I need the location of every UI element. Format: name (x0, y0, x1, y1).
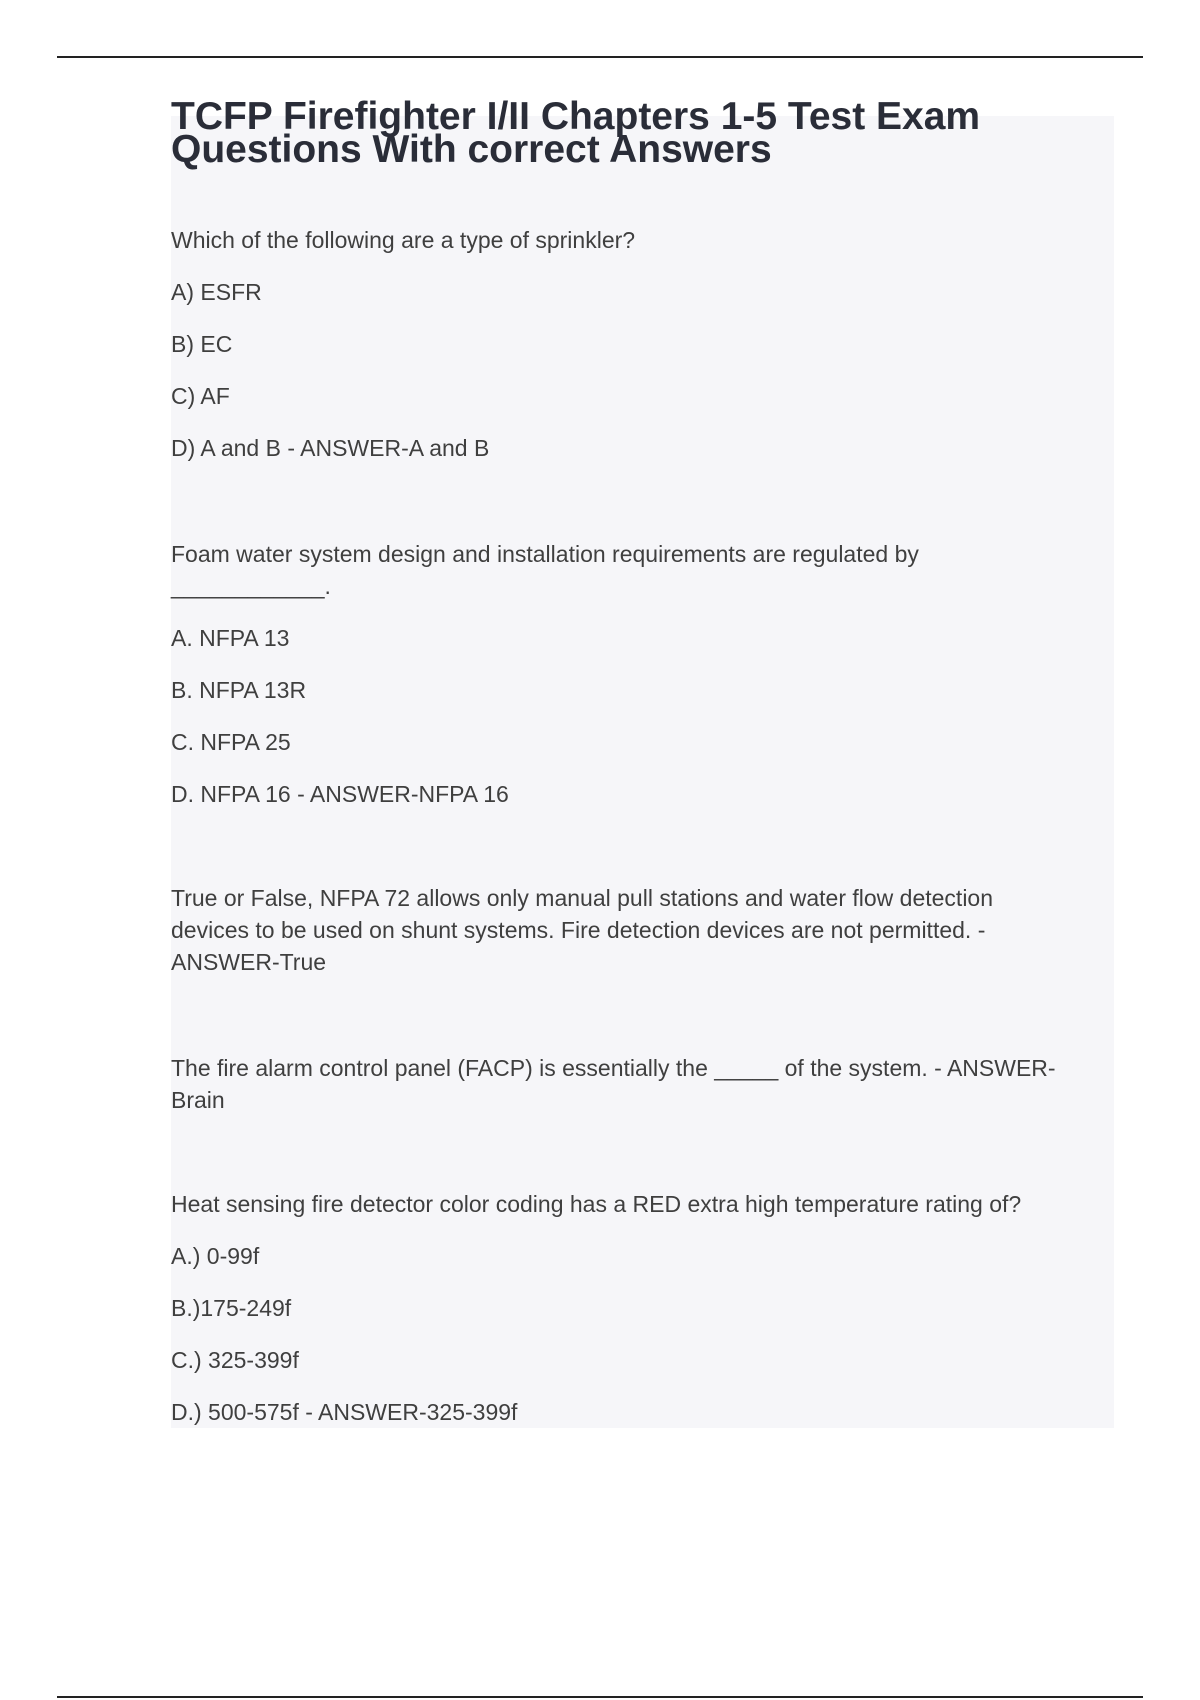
question-2 (171, 538, 1114, 810)
question-text: True or False, NFPA 72 allows only manual pull stations and water flow detection devices to be used on shunt systems. Fire detection devices are not permitted. - ANSWER-True (171, 885, 994, 975)
answer-option: A.) 0-99f (171, 1243, 260, 1269)
question-4 (171, 1052, 1114, 1116)
question-5 (171, 1188, 1114, 1428)
document-body (171, 95, 1114, 1425)
question-1 (171, 224, 1114, 464)
answer-option: B) EC (171, 331, 233, 357)
question-text: Heat sensing fire detector color coding has a RED extra high temperature rating of? (171, 1191, 1022, 1217)
answer-option: B. NFPA 13R (171, 677, 307, 703)
answer-option: C. NFPA 25 (171, 729, 291, 755)
answer-option: D. NFPA 16 - ANSWER-NFPA 16 (171, 781, 509, 807)
answer-option: A. NFPA 13 (171, 625, 290, 651)
answer-option: C.) 325-399f (171, 1347, 299, 1373)
question-text: Foam water system design and installation requirements are regulated by ____________. (171, 541, 919, 599)
document-title: TCFP Firefighter I/II Chapters 1-5 Test Exam Questions With correct Answers (171, 95, 981, 171)
answer-option: B.)175-249f (171, 1295, 292, 1321)
question-3 (171, 882, 1114, 978)
answer-option: C) AF (171, 383, 230, 409)
answer-option: A) ESFR (171, 279, 262, 305)
answer-option: D) A and B - ANSWER-A and B (171, 435, 490, 461)
question-text: Which of the following are a type of sprinkler? (171, 227, 636, 253)
answer-option: D.) 500-575f - ANSWER-325-399f (171, 1399, 518, 1425)
question-text: The fire alarm control panel (FACP) is essentially the _____ of the system. - ANSWER-Brain (171, 1055, 1056, 1113)
top-rule (57, 56, 1143, 58)
bottom-rule (57, 1696, 1143, 1698)
